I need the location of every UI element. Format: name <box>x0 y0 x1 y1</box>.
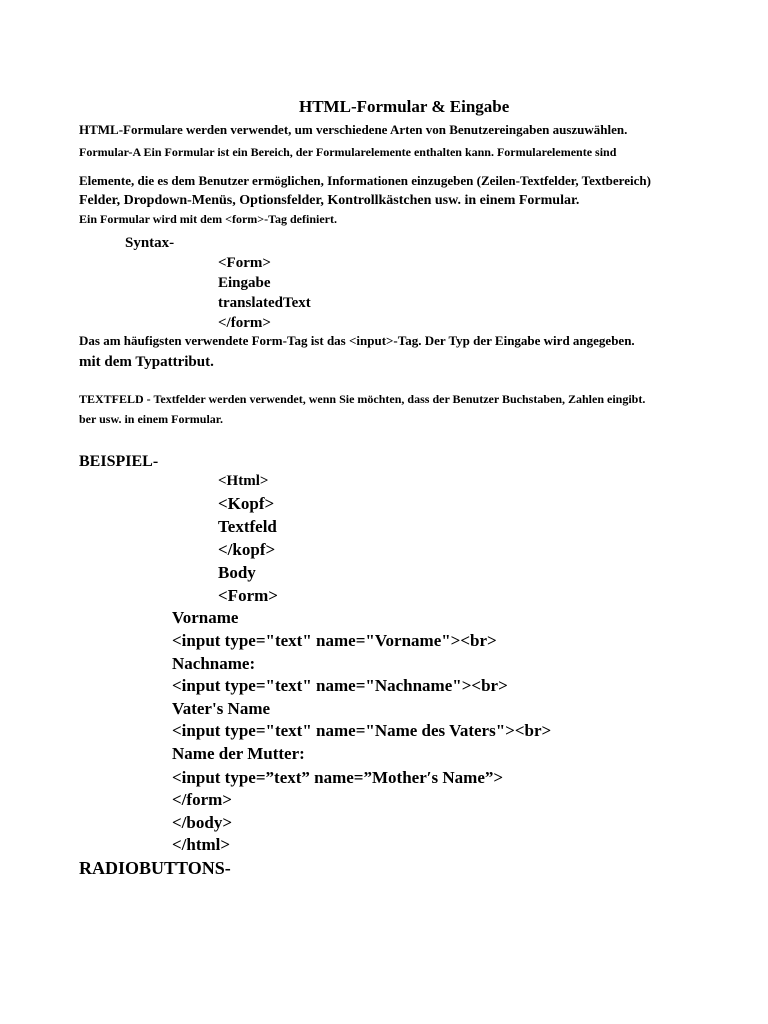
syntax-line: </form> <box>218 315 271 331</box>
example-code-line: Vater's Name <box>172 699 271 718</box>
intro-line-1: HTML-Formulare werden verwendet, um verschiedene Arten von Benutzereingaben auszuwählen. <box>79 122 628 137</box>
example-markup-line: <Html> <box>218 473 269 489</box>
textfeld-line-1: TEXTFELD - Textfelder werden verwendet, wenn Sie möchten, dass der Benutzer Buchstaben, Zahlen eingibt. <box>79 392 646 406</box>
example-markup-line: </kopf> <box>218 540 276 559</box>
syntax-line: Eingabe <box>218 275 271 291</box>
example-markup-line: Textfeld <box>218 517 277 536</box>
syntax-heading: Syntax- <box>125 235 175 251</box>
example-code-line: Name der Mutter: <box>172 744 305 763</box>
example-code-line: </body> <box>172 813 233 832</box>
example-heading: BEISPIEL- <box>79 453 159 470</box>
example-markup-line: <Form> <box>218 586 278 605</box>
syntax-line: <Form> <box>218 255 271 271</box>
example-code-line: </form> <box>172 790 232 809</box>
input-tag-line-2: mit dem Typattribut. <box>79 354 214 370</box>
example-code-line: </html> <box>172 835 231 854</box>
page-title: HTML-Formular & Eingabe <box>299 97 510 116</box>
intro-line-4: Felder, Dropdown-Menüs, Optionsfelder, Kontrollkästchen usw. in einem Formular. <box>79 193 580 208</box>
intro-line-5: Ein Formular wird mit dem <form>-Tag definiert. <box>79 212 337 226</box>
syntax-line: translatedText <box>218 295 311 311</box>
example-code-line: <input type="text" name="Vorname"><br> <box>172 631 497 650</box>
radiobuttons-heading: RADIOBUTTONS- <box>79 858 231 878</box>
example-markup-line: Body <box>218 563 256 582</box>
textfeld-line-2: ber usw. in einem Formular. <box>79 412 224 426</box>
input-tag-line-1: Das am häufigsten verwendete Form-Tag ist das <input>-Tag. Der Typ der Eingabe wird angegeben. <box>79 333 635 348</box>
example-code-line: <input type="text" name="Name des Vaters"><br> <box>172 721 552 740</box>
example-code-line: <input type="text" name="Nachname"><br> <box>172 676 508 695</box>
example-markup-line: <Kopf> <box>218 494 275 513</box>
intro-line-3: Elemente, die es dem Benutzer ermöglichen, Informationen einzugeben (Zeilen-Textfelder, Textbereich) <box>79 173 651 188</box>
example-code-line: Nachname: <box>172 654 256 673</box>
example-code-line: <input type=”text” name=”Mother′s Name”> <box>172 768 504 787</box>
example-code-line: Vorname <box>172 608 239 627</box>
intro-line-2: Formular-A Ein Formular ist ein Bereich, der Formularelemente enthalten kann. Formularelemente sind <box>79 145 617 159</box>
